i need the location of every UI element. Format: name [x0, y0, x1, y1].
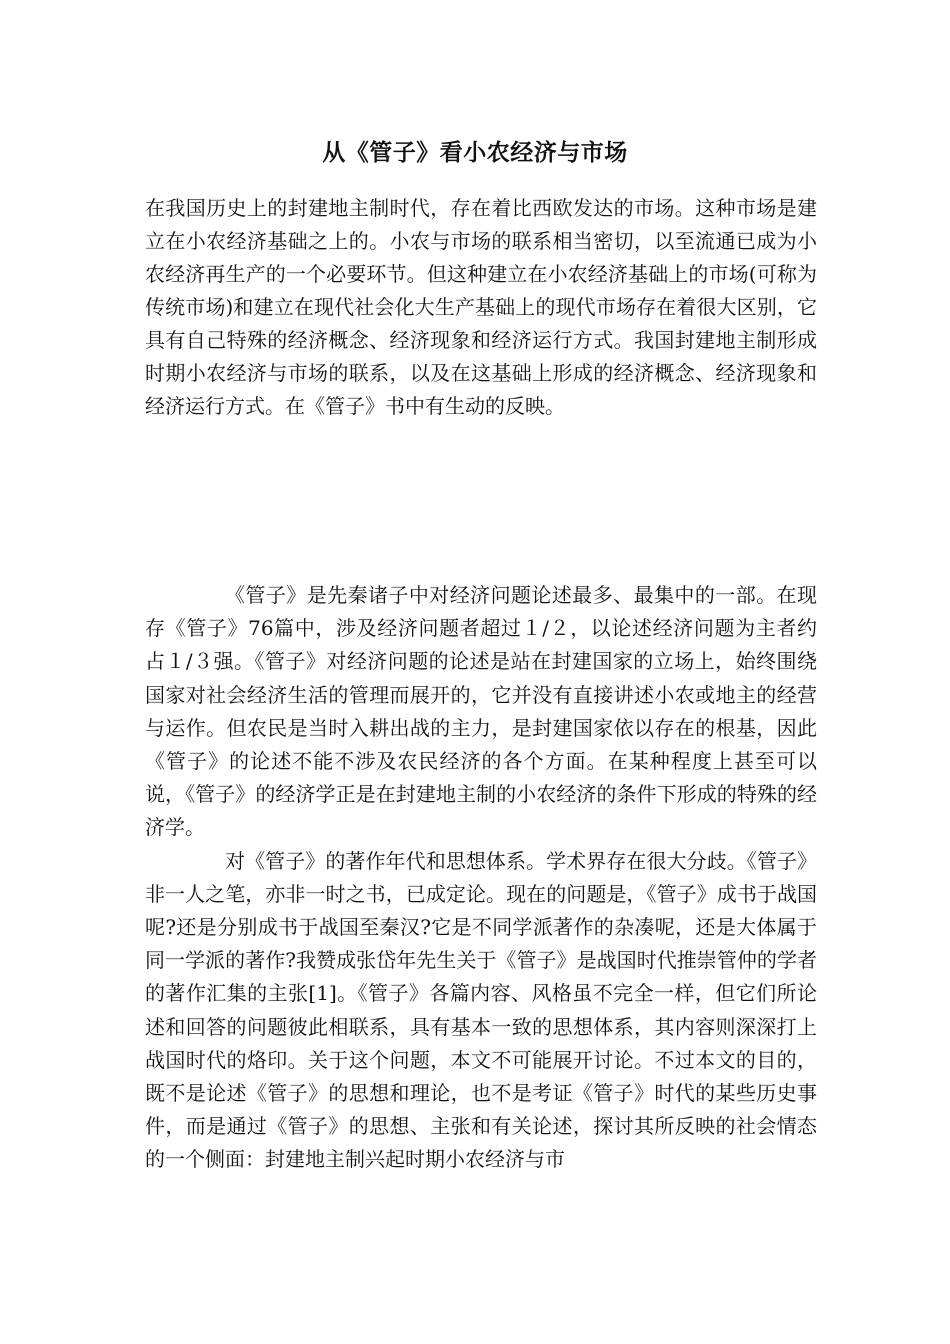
document-title: 从《管子》看小农经济与市场	[322, 139, 628, 167]
body-paragraph-1: 《管子》是先秦诸子中对经济问题论述最多、最集中的一部。在现存《管子》76篇中，涉及经济问题者超过１/２，以论述经济问题为主者约占１/３强。《管子》对经济问题的论述是站在封建国家的立场上，始终围绕国家对社会经济生活的管理而展开的，它并没有直接讲述小农或地主的经营与运作。但农民是当时入耕出战的主力，是封建国家依以存在的根基，因此《管子》的论述不能不涉及农民经济的各个方面。在某种程度上甚至可以说，《管子》的经济学正是在封建地主制的小农经济的条件下形成的特殊的经济学。	[145, 583, 817, 840]
body-text	[145, 579, 817, 1177]
abstract-paragraph: 在我国历史上的封建地主制时代，存在着比西欧发达的市场。这种市场是建立在小农经济基础之上的。小农与市场的联系相当密切，以至流通已成为小农经济再生产的一个必要环节。但这种建立在小农经济基础上的市场(可称为传统市场)和建立在现代社会化大生产基础上的现代市场存在着很大区别，它具有自己特殊的经济概念、经济现象和经济运行方式。我国封建地主制形成时期小农经济与市场的联系，以及在这基础上形成的经济概念、经济现象和经济运行方式。在《管子》书中有生动的反映。	[145, 196, 817, 418]
body-paragraph-2: 对《管子》的著作年代和思想体系。学术界存在很大分歧。《管子》非一人之笔，亦非一时之书，已成定论。现在的问题是，《管子》成书于战国呢?还是分别成书于战国至秦汉?它是不同学派著作的杂凑呢，还是大体属于同一学派的著作?我赞成张岱年先生关于《管子》是战国时代推崇管仲的学者的著作汇集的主张[1]。《管子》各篇内容、风格虽不完全一样，但它们所论述和回答的问题彼此相联系，具有基本一致的思想体系，其内容则深深打上战国时代的烙印。关于这个问题，本文不可能展开讨论。不过本文的目的，既不是论述《管子》的思想和理论，也不是考证《管子》时代的某些历史事件，而是通过《管子》的思想、主张和有关论述，探讨其所反映的社会情态的一个侧面：封建地主制兴起时期小农经济与市	[145, 848, 817, 1172]
